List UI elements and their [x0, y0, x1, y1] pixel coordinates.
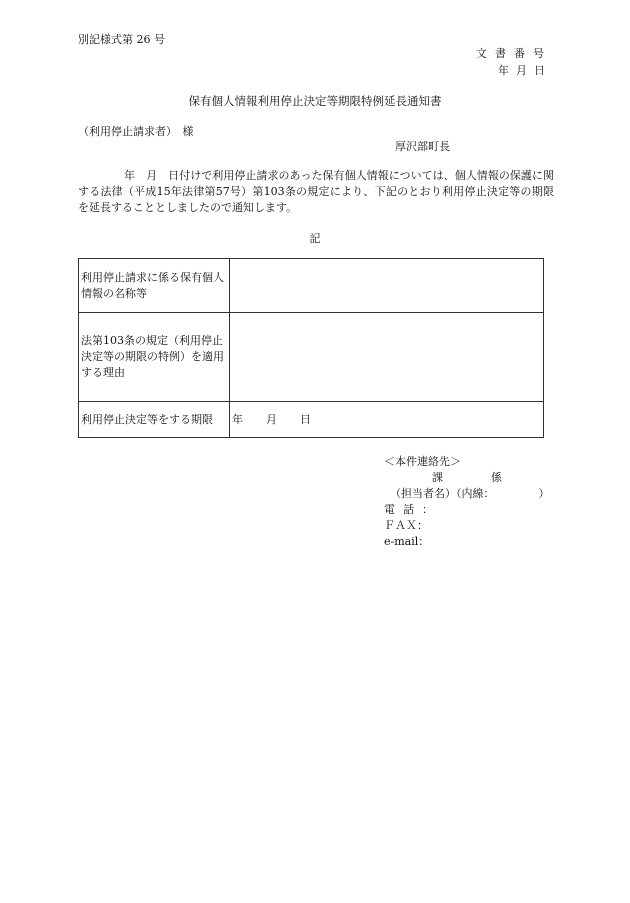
document-number-label: 文書番号	[476, 47, 552, 60]
tel-colon: ：	[422, 503, 433, 516]
table-row	[79, 313, 544, 402]
tel-line	[384, 502, 550, 518]
deadline-value: 年 月 日	[230, 402, 544, 438]
person-label: （担当者名）（内線：	[390, 487, 495, 500]
info-name-value	[230, 259, 544, 313]
person-close: ）	[538, 487, 550, 500]
tel-label: 電話	[384, 503, 422, 516]
document-date-label: 年月日	[498, 64, 552, 77]
kakari-label: 係	[491, 471, 502, 484]
contact-heading: ＜本件連絡先＞	[384, 455, 461, 468]
ka-label: 課	[432, 471, 443, 484]
document-title: 保有個人情報利用停止決定等期限特例延長通知書	[188, 94, 442, 108]
ki-heading: 記	[309, 232, 321, 245]
fax-label: ＦＡＸ	[384, 519, 417, 532]
email-line: e-mail：	[384, 535, 430, 548]
deadline-label: 利用停止決定等をする期限	[79, 402, 230, 438]
notice-body-text: 年 月 日付けで利用停止請求のあった保有個人情報については、個人情報の保護に関する法律（平成15年法律第57号）第103条の規定により、下記のとおり利用停止決定等の期限を延長することとしましたので通知します。	[78, 169, 554, 214]
addressee: （利用停止請求者） 様	[78, 125, 194, 138]
fax-colon: ：	[417, 519, 428, 532]
info-name-label: 利用停止請求に係る保有個人情報の名称等	[79, 259, 230, 313]
details-table	[78, 258, 544, 438]
department-line	[384, 470, 550, 486]
person-line	[384, 486, 550, 502]
reason-label: 法第103条の規定（利用停止決定等の期限の特例）を適用する理由	[79, 313, 230, 402]
fax-line	[384, 518, 550, 534]
contact-block	[384, 454, 550, 550]
reason-value	[230, 313, 544, 402]
table-row	[79, 259, 544, 313]
issuer: 厚沢部町長	[395, 140, 450, 153]
table-row	[79, 402, 544, 438]
form-number: 別記様式第 26 号	[78, 33, 165, 46]
